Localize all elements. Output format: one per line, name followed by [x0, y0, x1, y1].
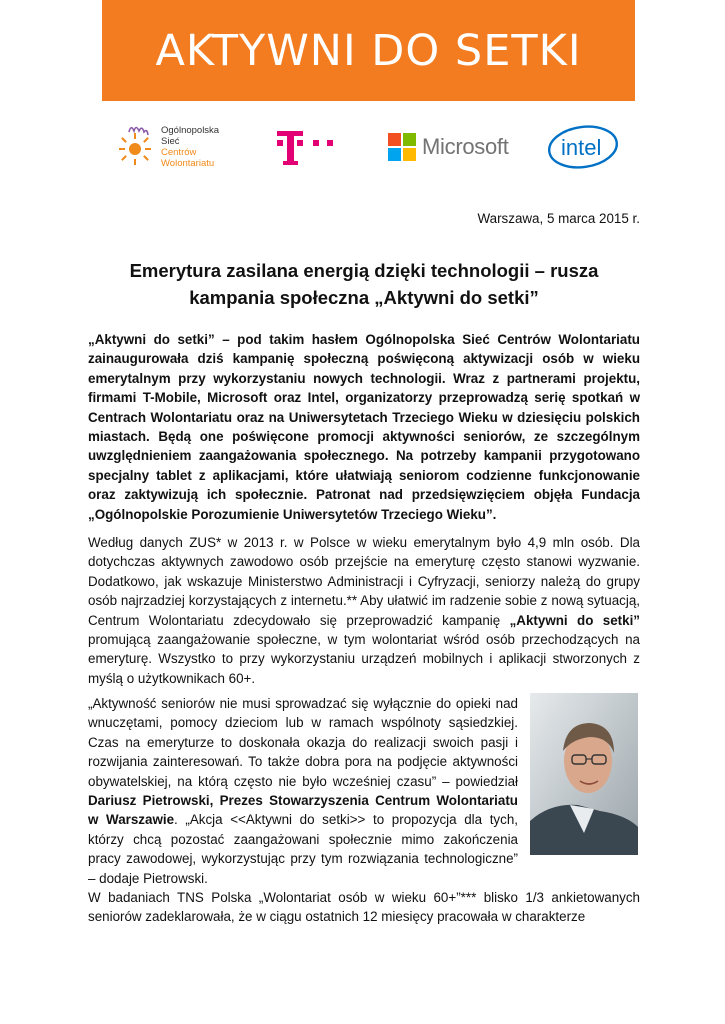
speaker-portrait-photo	[530, 693, 638, 855]
telekom-t-icon	[275, 125, 365, 169]
document-title: Emerytura zasilana energią dzięki technologii – rusza kampania społeczna „Aktywni do setki”	[129, 260, 599, 308]
volunteer-hand-sun-icon	[115, 122, 157, 172]
banner-title: AKTYWNI DO SETKI	[155, 25, 582, 76]
intel-swirl-icon	[545, 120, 625, 174]
partner-logos	[110, 118, 630, 176]
body-paragraph-statistics: Według danych ZUS* w 2013 r. w Polsce w wieku emerytalnym było 4,9 mln osób. Dla dotychczas aktywnych zawodowo osób przejście na emeryturę często stanowi wyzwanie. Dodatkowo, jak wskazuje Ministerstwo Administracji i Cyfryzacji, seniorzy należą do grupy osób najrzadziej korzystających z internetu.** Aby ułatwić im radzenie sobie z nową sytuacją, Centrum Wolontariatu zdecydowało się przeprowadzić kampanię „Aktywni do setki” promującą zaangażowanie społeczne, w tym wolontariat wśród osób przechodzących na emeryturę. Wszystko to przy wykorzystaniu urządzeń mobilnych i aplikacji stworzonych z myślą o użytkownikach 60+.	[88, 535, 640, 686]
quote-paragraph: „Aktywność seniorów nie musi sprowadzać się wyłącznie do opieki nad wnuczętami, pomocy dzieciom lub w ramach wspólnoty sąsiedzkiej. Czas na emeryturze to doskonała okazja do realizacji swoich pasji i rozwijania zainteresowań. To także dobra pora na podjęcie aktywności obywatelskiej, na którą często nie było wcześniej czasu” – powiedział Dariusz Pietrowski, Prezes Stowarzyszenia Centrum Wolontariatu w Warszawie. „Akcja <<Aktywni do setki>> to propozycja dla tych, którzy chcą pozostać zaangażowani społecznie mimo zakończenia pracy zawodowej, wykorzystując przy tym rozwiązania technologiczne” – dodaje Pietrowski.	[88, 696, 518, 886]
microsoft-wordmark: Microsoft	[422, 134, 509, 159]
lead-paragraph: „Aktywni do setki” – pod takim hasłem Ogólnopolska Sieć Centrów Wolontariatu zainaugurowała dziś kampanię społeczną poświęconą aktywizacji osób w wieku emerytalnym przy wykorzystaniu nowych technologii. Wraz z partnerami projektu, firmami T-Mobile, Microsoft oraz Intel, organizatorzy przeprowadzą serię spotkań w Centrach Wolontariatu oraz na Uniwersytetach Trzeciego Wieku w dziesięciu polskich miastach. Będą one poświęcone promocji aktywności seniorów, ze szczególnym uwzględnieniem zaangażowania społecznego. Na potrzeby kampanii przygotowano specjalny tablet z aplikacjami, które ułatwiają seniorom codzienne funkcjonowanie oraz zaktywizują ich społecznie. Patronat nad przedsięwzięciem objęła Fundacja „Ogólnopolskie Porozumienie Uniwersytetów Trzeciego Wieku”.	[88, 332, 640, 522]
document-date: Warszawa, 5 marca 2015 r.	[477, 211, 640, 226]
body-paragraph-survey: W badaniach TNS Polska „Wolontariat osób w wieku 60+”*** blisko 1/3 ankietowanych seniorów zadeklarowała, że w ciągu ostatnich 12 miesięcy pracowała w charakterze	[88, 890, 640, 925]
t-mobile-logo	[275, 118, 365, 176]
microsoft-logo	[388, 118, 528, 176]
ogolnopolska-siec-logo	[115, 118, 255, 176]
ogolnopolska-logo-text: Ogólnopolska Sieć Centrów Wolontariatu	[161, 125, 220, 169]
intel-logo	[545, 118, 625, 176]
portrait-illustration	[530, 693, 638, 855]
microsoft-windows-icon	[388, 133, 416, 161]
svg-text:intel: intel	[561, 135, 602, 160]
campaign-banner	[102, 0, 635, 101]
